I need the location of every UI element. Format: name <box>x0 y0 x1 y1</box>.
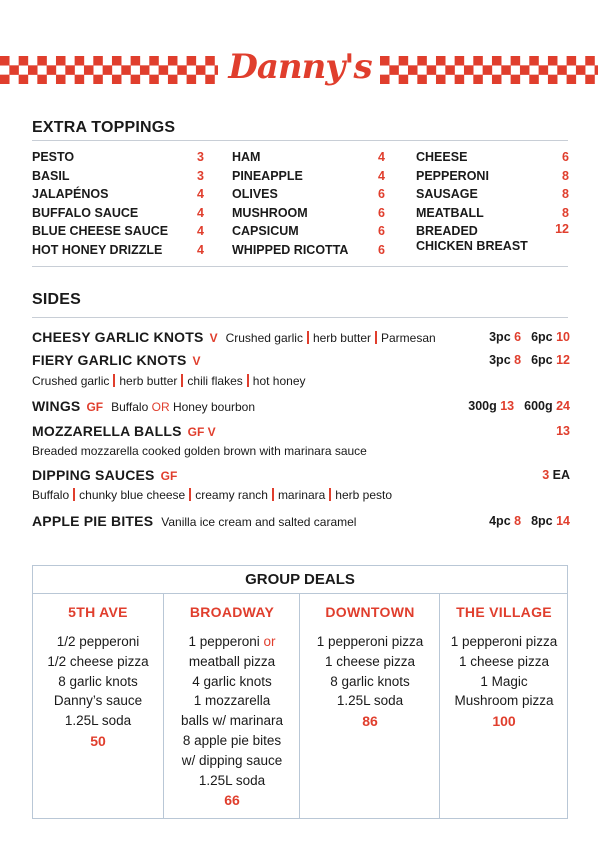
side-desc-part: Parmesan <box>381 331 436 345</box>
deal-name: THE VILLAGE <box>456 604 552 620</box>
price-option <box>531 514 570 528</box>
portion-size: 6pc <box>531 330 557 344</box>
price-option <box>489 514 521 528</box>
deal-line: 4 garlic knots <box>192 673 272 689</box>
deal-line: 1.25L soda <box>198 772 266 788</box>
topping-item <box>32 241 204 260</box>
topping-price: 6 <box>378 242 385 257</box>
price-value: 8 <box>514 514 522 528</box>
deal-line: 8 garlic knots <box>330 673 410 689</box>
deal-line: 8 apple pie bites <box>182 732 282 748</box>
price-option <box>531 353 570 367</box>
price-value: 13 <box>500 399 515 413</box>
deal-line: balls w/ marinara <box>180 713 284 729</box>
price-value: 24 <box>556 399 570 413</box>
deal-line: 1.25L soda <box>64 713 132 729</box>
side-desc-part: Buffalo <box>111 400 149 414</box>
toppings-divider-bottom <box>32 266 568 267</box>
deal-line: 1 pepperoni pizza <box>450 634 558 649</box>
side-desc-part: chunky blue cheese <box>79 488 186 502</box>
deal-line: 1 cheese pizza <box>324 653 416 669</box>
deal-price: 86 <box>362 713 378 730</box>
side-item <box>32 465 570 485</box>
side-desc-part: creamy ranch <box>195 488 268 502</box>
side-description <box>111 400 255 414</box>
topping-price: 6 <box>378 224 385 239</box>
topping-price: 4 <box>197 205 204 220</box>
deal-price: 100 <box>492 713 516 730</box>
topping-item <box>232 185 385 204</box>
topping-item <box>232 241 385 260</box>
side-desc-part: Honey bourbon <box>172 400 256 414</box>
topping-item <box>416 204 569 223</box>
side-price <box>542 465 570 485</box>
topping-item <box>416 185 569 204</box>
side-item <box>32 396 570 416</box>
price-value: 10 <box>556 330 570 344</box>
side-item <box>32 350 570 370</box>
side-desc-part: chili flakes <box>187 374 243 388</box>
topping-price: 4 <box>197 187 204 202</box>
topping-price: 4 <box>378 168 385 183</box>
topping-item <box>232 167 385 186</box>
price-option <box>468 399 514 413</box>
separator <box>189 488 191 501</box>
price-value: 3 <box>542 468 550 482</box>
topping-name: OLIVES <box>232 187 278 202</box>
deal-column <box>163 594 300 819</box>
topping-price: 6 <box>378 187 385 202</box>
side-description <box>32 373 570 389</box>
topping-price: 3 <box>197 150 204 164</box>
portion-size: 3pc <box>489 330 515 344</box>
deal-line: 1.25L soda <box>336 693 404 709</box>
separator <box>73 488 75 501</box>
group-deals-title: GROUP DEALS <box>33 566 567 594</box>
topping-price: 8 <box>562 205 569 220</box>
price-suffix: EA <box>549 468 570 482</box>
topping-price: 8 <box>562 168 569 183</box>
price-option <box>556 424 570 438</box>
price-value: 13 <box>556 424 570 438</box>
topping-name: MEATBALL <box>416 205 484 220</box>
diet-tag: V <box>209 331 218 345</box>
topping-item <box>232 222 385 241</box>
deal-line: w/ dipping sauce <box>181 752 283 768</box>
topping-price: 3 <box>197 168 204 183</box>
topping-name: SAUSAGE <box>416 187 478 202</box>
side-price <box>556 421 570 441</box>
price-value: 14 <box>556 514 570 528</box>
price-value: 6 <box>514 330 522 344</box>
topping-name: BLUE CHEESE SAUCE <box>32 224 169 239</box>
topping-price: 6 <box>562 150 569 164</box>
topping-item <box>232 204 385 223</box>
topping-price: 4 <box>378 150 385 164</box>
topping-item <box>32 204 204 223</box>
price-value: 8 <box>514 353 522 367</box>
separator <box>247 374 249 387</box>
toppings-column <box>232 148 385 260</box>
topping-item <box>32 222 204 241</box>
separator <box>272 488 274 501</box>
portion-size: 3pc <box>489 353 515 367</box>
side-item <box>32 511 570 531</box>
topping-name: JALAPÉNOS <box>32 187 109 202</box>
topping-name: BUFFALO SAUCE <box>32 205 139 220</box>
topping-name: PINEAPPLE <box>232 168 303 183</box>
side-description <box>226 331 436 345</box>
deal-line: 1 pepperoni or <box>188 634 276 649</box>
deal-column <box>33 594 163 819</box>
portion-size: 4pc <box>489 514 515 528</box>
deal-line: Mushroom pizza <box>454 693 554 709</box>
deal-price: 50 <box>90 732 106 749</box>
deal-line: Danny’s sauce <box>53 693 143 709</box>
deal-name: BROADWAY <box>189 604 275 620</box>
deal-line: 1 cheese pizza <box>458 653 550 669</box>
deal-line: 1 Magic <box>480 673 528 689</box>
toppings-column <box>416 148 569 256</box>
side-desc-part: hot honey <box>252 374 306 388</box>
price-option <box>542 468 570 482</box>
topping-name: CHEESE <box>416 150 468 164</box>
topping-name: HOT HONEY DRIZZLE <box>32 242 163 257</box>
side-name: DIPPING SAUCES <box>32 467 155 483</box>
portion-size: 300g <box>468 399 501 413</box>
toppings-divider-top <box>32 140 568 141</box>
topping-name: HAM <box>232 150 261 164</box>
side-desc-part: Crushed garlic <box>32 374 110 388</box>
side-price <box>489 350 570 370</box>
deal-line: 1 mozzarella <box>193 693 271 709</box>
side-desc-part: Breaded mozzarella cooked golden brown with marinara sauce <box>32 444 367 458</box>
side-description <box>32 487 570 503</box>
diet-tag: V <box>192 354 201 368</box>
topping-item <box>416 167 569 186</box>
topping-item <box>32 185 204 204</box>
topping-name: PEPPERONI <box>416 168 489 183</box>
side-price <box>489 327 570 347</box>
brand-logo: Danny's <box>228 47 372 87</box>
topping-item <box>32 167 204 186</box>
portion-size: 8pc <box>531 514 557 528</box>
topping-item <box>32 148 204 167</box>
topping-item <box>416 148 569 167</box>
topping-price: 4 <box>197 224 204 239</box>
price-option <box>531 330 570 344</box>
side-name: FIERY GARLIC KNOTS <box>32 352 187 368</box>
deal-line: 1 pepperoni pizza <box>316 634 424 649</box>
checker-bar-right <box>380 56 598 84</box>
side-item <box>32 421 570 441</box>
topping-price: 4 <box>197 242 204 257</box>
topping-name: PESTO <box>32 150 75 164</box>
separator <box>329 488 331 501</box>
sides-divider <box>32 317 568 318</box>
deal-line: 1/2 cheese pizza <box>47 653 149 669</box>
deal-price: 66 <box>224 792 240 809</box>
topping-name: WHIPPED RICOTTA <box>232 242 349 257</box>
topping-price: 8 <box>562 187 569 202</box>
side-desc-part: herb butter <box>119 374 178 388</box>
deal-column <box>439 594 568 819</box>
toppings-column <box>32 148 204 260</box>
side-desc-part: Buffalo <box>32 488 70 502</box>
topping-item <box>232 148 385 167</box>
topping-name: BREADED CHICKEN BREAST <box>416 224 528 254</box>
side-price <box>468 396 570 416</box>
topping-name: MUSHROOM <box>232 205 308 220</box>
side-name: WINGS <box>32 398 81 414</box>
topping-name: CAPSICUM <box>232 224 299 239</box>
side-desc-part: Vanilla ice cream and salted caramel <box>161 515 357 529</box>
topping-price: 6 <box>378 205 385 220</box>
side-name: APPLE PIE BITES <box>32 513 154 529</box>
deal-name: 5TH AVE <box>68 604 128 620</box>
side-desc-part: Crushed garlic <box>225 331 303 345</box>
side-description <box>161 515 356 529</box>
side-item <box>32 327 570 347</box>
price-option <box>489 330 521 344</box>
price-value: 12 <box>556 353 570 367</box>
side-desc-part: marinara <box>277 488 326 502</box>
side-description <box>32 443 570 459</box>
topping-price: 12 <box>555 222 569 237</box>
price-option <box>524 399 570 413</box>
side-name: MOZZARELLA BALLS <box>32 423 182 439</box>
diet-tag: GF <box>86 400 104 414</box>
separator <box>113 374 115 387</box>
deal-line: 8 garlic knots <box>58 673 138 689</box>
topping-name: BASIL <box>32 168 70 183</box>
side-name: CHEESY GARLIC KNOTS <box>32 329 204 345</box>
diet-tag: GF <box>160 469 178 483</box>
group-deals-box <box>32 565 568 819</box>
deal-name: DOWNTOWN <box>325 604 415 620</box>
topping-item <box>416 222 569 256</box>
separator <box>307 331 309 344</box>
checker-bar-left <box>0 56 218 84</box>
side-desc-part: herb butter <box>312 331 371 345</box>
or-connector: OR <box>151 400 170 414</box>
deal-line: 1/2 pepperoni <box>56 634 140 649</box>
side-price <box>489 511 570 531</box>
separator <box>181 374 183 387</box>
diet-tag: GF V <box>187 425 216 439</box>
price-option <box>489 353 521 367</box>
toppings-title: EXTRA TOPPINGS <box>32 119 176 136</box>
portion-size: 600g <box>524 399 557 413</box>
deal-line: meatball pizza <box>188 653 276 669</box>
side-desc-part: herb pesto <box>335 488 393 502</box>
portion-size: 6pc <box>531 353 557 367</box>
deal-column <box>299 594 440 819</box>
sides-title: SIDES <box>32 291 82 308</box>
separator <box>375 331 377 344</box>
